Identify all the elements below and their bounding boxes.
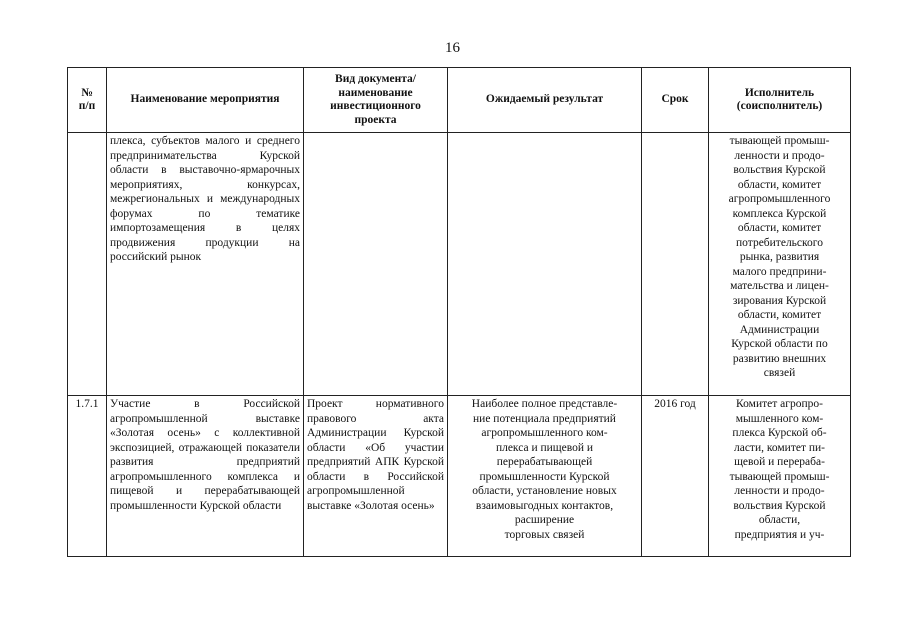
header-event-name: Наименование мероприятия — [107, 68, 304, 133]
row-num: 1.7.1 — [68, 396, 107, 557]
table-row — [68, 396, 851, 557]
header-num: № п/п — [68, 68, 107, 133]
row-term — [642, 133, 709, 396]
events-table — [67, 67, 851, 557]
page-number: 16 — [445, 40, 460, 56]
header-executor: Исполнитель (соисполнитель) — [709, 68, 851, 133]
row-num — [68, 133, 107, 396]
row-expected-result — [448, 133, 642, 396]
row-term: 2016 год — [642, 396, 709, 557]
row-document-type — [304, 133, 448, 396]
row-event-name: плекса, субъектов малого и среднего предпринимательства Курской области в выставочно-ярмарочных мероприятиях, конкурсах, межрегиональных и международных форумах по тематике импортозамещения в целях продвижения продукции на российский рынок — [107, 133, 304, 396]
row-executor: тывающей промыш- ленности и продо- вольствия Курской области, комитет агропромышленного комплекса Курской области, комитет потребительского рынка, развития малого предприни- мательства и лицен- зирования Курской области, комитет Администрации Курской области по развитию внешних связей — [709, 133, 851, 396]
header-expected-result: Ожидаемый результат — [448, 68, 642, 133]
row-executor: Комитет агропро- мышленного ком- плекса Курской об- ласти, комитет пи- щевой и перераба- тывающей промыш- ленности и продо- вольствия Курской области, предприятия и уч- — [709, 396, 851, 557]
table-header-row — [68, 68, 851, 133]
row-event-name: Участие в Российской агропромышленной выставке «Золотая осень» с коллективной экспозицией, отражающей показатели развития предприятий агропромышленного комплекса и пищевой и перерабатывающей промышленности Курской области — [107, 396, 304, 557]
header-document-type: Вид документа/ наименование инвестиционного проекта — [304, 68, 448, 133]
table-row — [68, 133, 851, 396]
row-document-type: Проект нормативного правового акта Администрации Курской области «Об участии предприятий АПК Курской области в Российской агропромышленной выставке «Золотая осень» — [304, 396, 448, 557]
header-term: Срок — [642, 68, 709, 133]
row-expected-result: Наиболее полное представле- ние потенциала предприятий агропромышленного ком- плекса и пищевой и перерабатывающей промышленности Курской области, установление новых взаимовыгодных контактов, расширение торговых связей — [448, 396, 642, 557]
